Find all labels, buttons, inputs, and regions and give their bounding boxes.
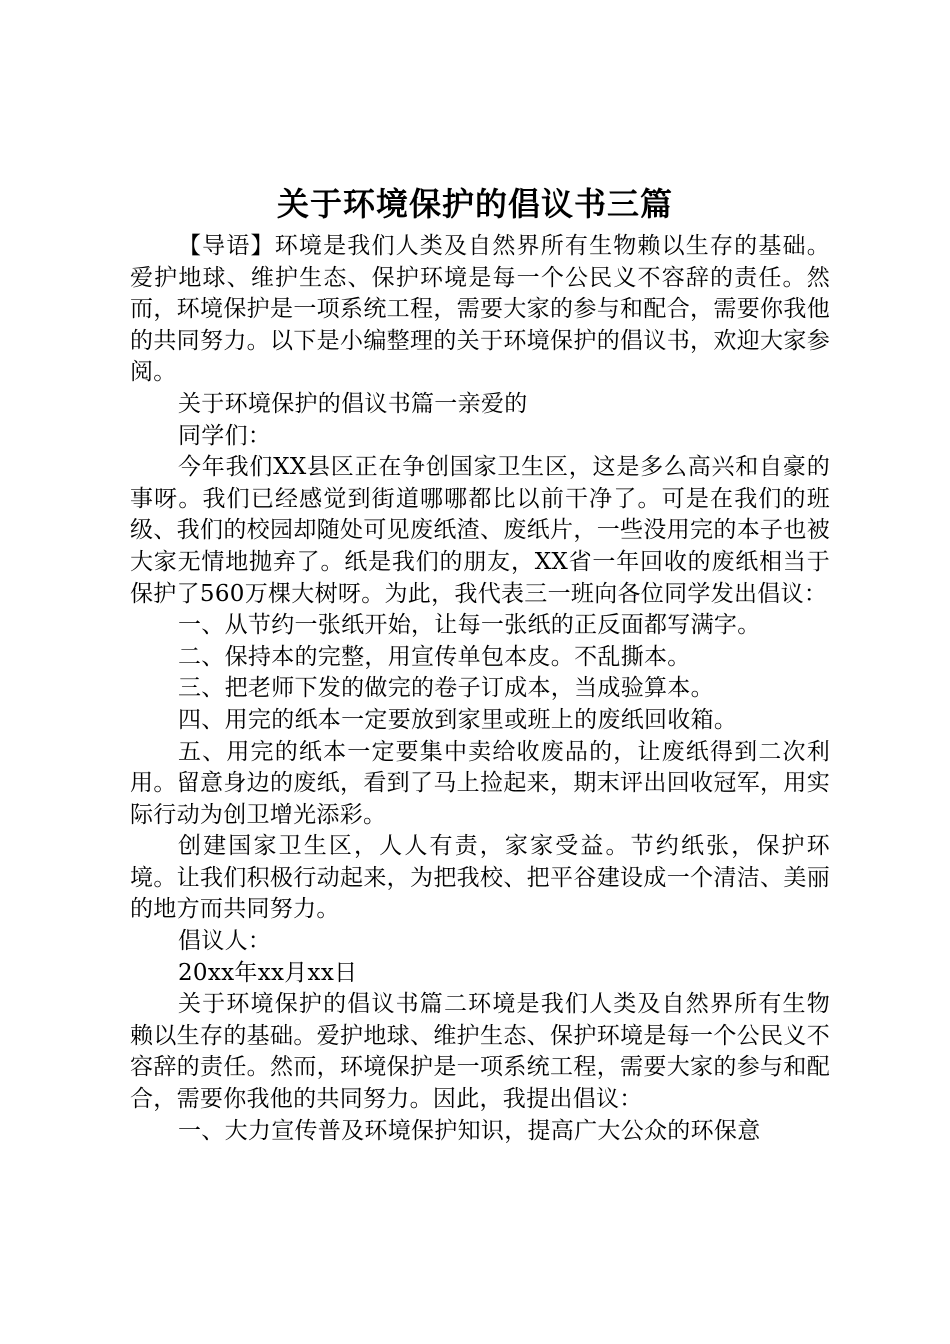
paragraph-intro: 【导语】环境是我们人类及自然界所有生物赖以生存的基础。爱护地球、维护生态、保护环境是每一个公民义不容辞的责任。然而，环境保护是一项系统工程，需要大家的参与和配合，需要你我他的共同努力。以下是小编整理的关于环境保护的倡议书，欢迎大家参阅。 [130,233,830,386]
paragraph-salutation: 同学们： [178,422,272,449]
list-item-letter-two-one: 一、大力宣传普及环境保护知识，提高广大公众的环保意 [178,1117,761,1144]
document-title: 关于环境保护的倡议书三篇 [276,185,673,223]
paragraph-letter-one-heading: 关于环境保护的倡议书篇一亲爱的 [178,390,528,417]
list-item-five: 五、用完的纸本一定要集中卖给收废品的，让废纸得到二次利用。留意身边的废纸，看到了马上捡起来，期末评出回收冠军，用实际行动为创卫增光添彩。 [130,738,830,828]
list-item-four: 四、用完的纸本一定要放到家里或班上的废纸回收箱。 [178,706,738,733]
signature-line: 倡议人： [178,928,272,955]
date-line: 20xx年xx月xx日 [178,959,358,986]
document-body [130,231,830,1147]
paragraph-letter-one-body: 今年我们XX县区正在争创国家卫生区，这是多么高兴和自豪的事呀。我们已经感觉到街道哪哪都比以前干净了。可是在我们的班级、我们的校园却随处可见废纸渣、废纸片，一些没用完的本子也被大家无情地抛弃了。纸是我们的朋友，XX省一年回收的废纸相当于保护了560万棵大树呀。为此，我代表三一班向各位同学发出倡议： [130,454,830,607]
list-item-one: 一、从节约一张纸开始，让每一张纸的正反面都写满字。 [178,612,761,639]
list-item-three: 三、把老师下发的做完的卷子订成本，当成验算本。 [178,675,714,702]
list-item-two: 二、保持本的完整，用宣传单包本皮。不乱撕本。 [178,643,691,670]
paragraph-closing: 创建国家卫生区，人人有责，家家受益。节约纸张，保护环境。让我们积极行动起来，为把我校、把平谷建设成一个清洁、美丽的地方而共同努力。 [130,833,830,923]
paragraph-letter-two: 关于环境保护的倡议书篇二环境是我们人类及自然界所有生物赖以生存的基础。爱护地球、维护生态、保护环境是每一个公民义不容辞的责任。然而，环境保护是一项系统工程，需要大家的参与和配合，需要你我他的共同努力。因此，我提出倡议： [130,991,830,1113]
